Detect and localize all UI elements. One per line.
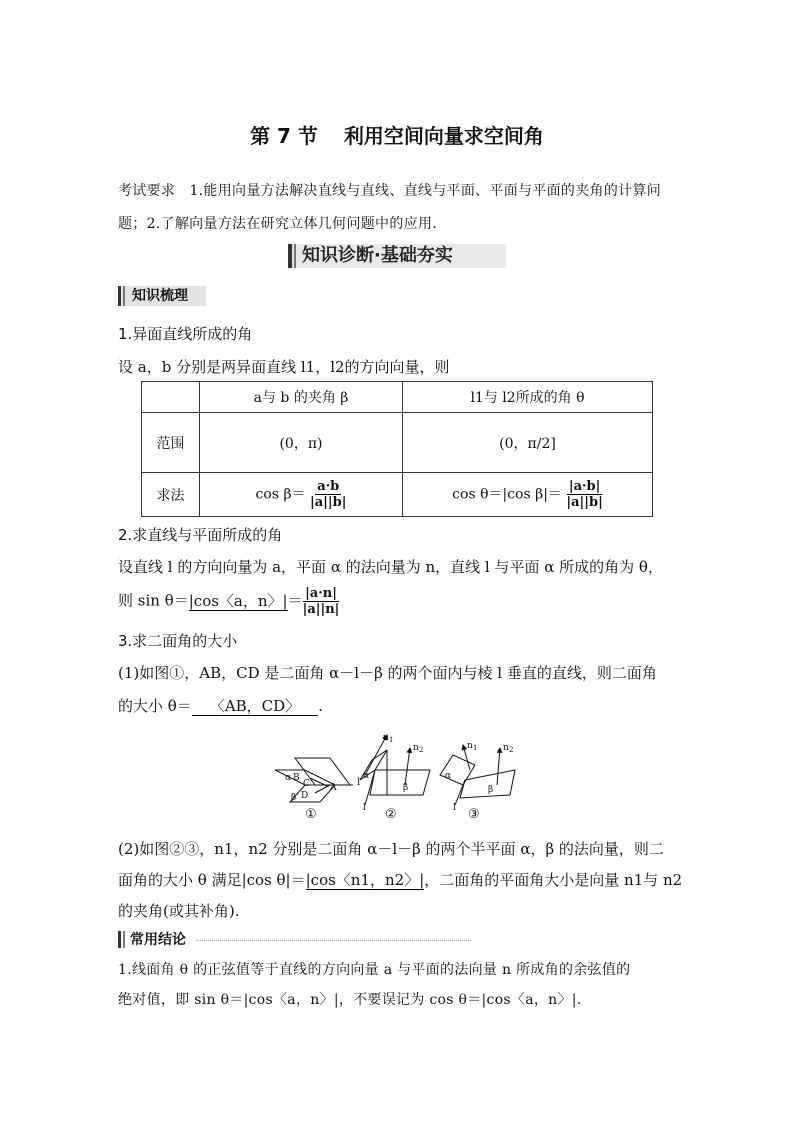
requirements-text: 1.能用向量方法解决直线与直线、直线与平面、平面与平面的夹角的计算问题；2.了解向量方法在研究立体几何问题中的应用. <box>118 183 662 232</box>
table-row-label: 求法 <box>142 473 200 517</box>
fraction-denominator: |a||n| <box>302 602 340 617</box>
figure-2-label: ② <box>385 807 397 822</box>
conclusion-line: 1.线面角 θ 的正弦值等于直线的方向向量 a 与平面的法向量 n 所成角的余弦值的 <box>118 962 631 978</box>
svg-text:n: n <box>413 743 419 753</box>
table-header-row <box>142 382 653 413</box>
heading-dihedral: 3.求二面角的大小 <box>118 632 238 650</box>
formula-suffix: ，二面角的平面角大小是向量 n1与 n2 <box>424 871 683 889</box>
line-plane-text: 设直线 l 的方向向量为 a，平面 α 的法向量为 n，直线 l 与平面 α 所成的角为 θ， <box>118 558 663 576</box>
formula-blank: 〈AB，CD〉 <box>192 697 318 716</box>
conclusion-line: 绝对值，即 sin θ＝|cos〈a，n〉|，不要误记为 cos θ＝|cos〈a，n〉|. <box>118 992 582 1008</box>
formula-blank: |cos〈n1，n2〉| <box>305 871 425 889</box>
fraction <box>310 479 346 510</box>
dihedral-p2c: 的夹角(或其补角). <box>118 902 240 920</box>
skew-lines-intro: 设 a，b 分别是两异面直线 l1，l2的方向向量，则 <box>118 358 450 376</box>
fraction-numerator: a·b <box>317 479 340 494</box>
svg-text:β: β <box>291 793 297 803</box>
svg-text:1: 1 <box>473 744 478 752</box>
svg-text:n: n <box>383 733 389 743</box>
svg-text:A: A <box>330 783 337 793</box>
page-title <box>0 120 794 149</box>
table-row-label: 范围 <box>142 413 200 473</box>
dihedral-p1b: 的大小 θ＝ 〈AB，CD〉 . <box>118 697 323 715</box>
figure-2 <box>360 733 430 813</box>
svg-text:D: D <box>301 791 309 801</box>
svg-text:l: l <box>363 803 366 813</box>
dihedral-figures <box>275 730 715 825</box>
table-cell <box>403 473 653 517</box>
svg-text:C: C <box>303 779 310 789</box>
conclusion-text <box>118 955 684 1015</box>
angle-table <box>141 381 653 517</box>
fraction <box>303 586 340 617</box>
dihedral-p2b <box>118 869 682 890</box>
svg-text:β: β <box>488 785 494 795</box>
table-cell: (0，π/2] <box>403 413 653 473</box>
section-label-conclusions <box>118 930 198 950</box>
table-header-cell <box>142 382 200 413</box>
figure-3 <box>440 741 515 813</box>
svg-text:n: n <box>467 741 473 751</box>
section-label-text: 知识梳理 <box>132 288 188 304</box>
formula-prefix: 的大小 θ＝ <box>118 697 192 715</box>
svg-text:α: α <box>285 773 292 783</box>
table-header-cell: l1与 l2所成的角 θ <box>403 382 653 413</box>
formula-prefix: 则 sin θ＝ <box>118 591 189 610</box>
svg-text:2: 2 <box>509 746 514 754</box>
fraction-numerator: |a·b| <box>568 479 601 494</box>
section-banner <box>288 244 506 268</box>
dihedral-p1: (1)如图①，AB，CD 是二面角 α－l－β 的两个面内与棱 l 垂直的直线，则二面角 <box>118 664 657 682</box>
formula-prefix: cos θ＝|cos β|＝ <box>452 486 562 503</box>
title-text: 利用空间向量求空间角 <box>343 124 544 148</box>
table-row <box>142 413 653 473</box>
table-cell <box>200 473 403 517</box>
svg-text:α: α <box>445 771 452 781</box>
svg-text:α: α <box>363 771 370 781</box>
svg-text:l: l <box>453 803 456 813</box>
section-label-text: 常用结论 <box>130 932 186 948</box>
heading-line-plane: 2.求直线与平面所成的角 <box>118 526 283 544</box>
heading-skew-lines: 1.异面直线所成的角 <box>118 325 253 343</box>
banner-text: 知识诊断·基础夯实 <box>302 245 453 266</box>
svg-text:1: 1 <box>389 736 394 744</box>
svg-text:n: n <box>503 743 509 753</box>
fraction-numerator: |a·n| <box>305 586 337 601</box>
svg-text:l: l <box>357 777 361 788</box>
title-section-number: 第 7 节 <box>250 124 318 148</box>
figure-1 <box>275 758 360 803</box>
table-cell: (0，π) <box>200 413 403 473</box>
svg-text:β: β <box>403 783 409 793</box>
formula-prefix: cos β＝ <box>255 486 306 503</box>
dihedral-p2a: (2)如图②③，n1，n2 分别是二面角 α－l－β 的两个半平面 α，β 的法向量，则二 <box>118 840 664 858</box>
table-row <box>142 473 653 517</box>
fraction <box>566 479 602 510</box>
formula-prefix: 面角的大小 θ 满足|cos θ|＝ <box>118 871 306 889</box>
figure-1-label: ① <box>305 807 317 822</box>
fraction-denominator: |a||b| <box>566 495 603 510</box>
figure-3-label: ③ <box>468 807 480 822</box>
fraction-denominator: |a||b| <box>310 495 347 510</box>
svg-text:2: 2 <box>419 746 424 754</box>
requirements-label: 考试要求 <box>118 183 176 199</box>
formula-blank: |cos〈a，n〉| <box>188 591 288 610</box>
section-label-knowledge <box>118 286 206 306</box>
table-header-cell: a与 b 的夹角 β <box>200 382 403 413</box>
exam-requirements <box>118 175 678 241</box>
line-plane-formula <box>118 586 339 617</box>
formula-equals: ＝ <box>287 591 303 610</box>
svg-text:B: B <box>293 773 300 783</box>
